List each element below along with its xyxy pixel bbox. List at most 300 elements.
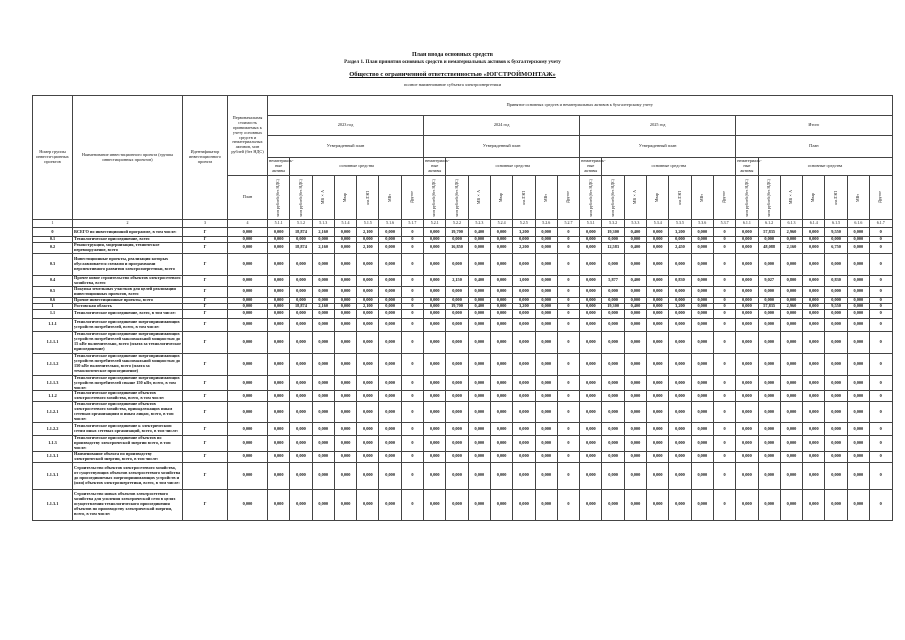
- row-value: 0,000: [268, 228, 290, 237]
- header-sub-intangible: [424, 176, 446, 220]
- row-value: 0,000: [803, 228, 825, 237]
- row-value: 0,000: [468, 489, 490, 520]
- row-value: 0,000: [780, 451, 802, 462]
- row-value: 0,000: [446, 462, 468, 489]
- row-value: 0,000: [379, 423, 401, 436]
- header-project-name: Наименование инвестиционного проекта (группы инвестиционных проектов): [73, 96, 183, 220]
- row-value: 0,000: [446, 237, 468, 243]
- row-value: 0: [870, 318, 892, 331]
- row-code: 1.1.1.2: [33, 353, 73, 375]
- row-value: 0,000: [446, 402, 468, 423]
- header-sub-0: [758, 176, 780, 220]
- header-sub-label: МВт: [542, 193, 548, 202]
- row-value: 0,000: [825, 318, 847, 331]
- row-value: 0: [870, 275, 892, 286]
- header-intangible-assets: нематериаль-ные активы: [268, 158, 290, 176]
- row-code: 0.5: [33, 286, 73, 297]
- row-value: 0,000: [647, 318, 669, 331]
- row-id: Г: [183, 489, 228, 520]
- row-value: 0: [713, 375, 735, 391]
- row-value: 0,000: [228, 402, 268, 423]
- row-value: 0,000: [513, 375, 535, 391]
- row-id: Г: [183, 436, 228, 452]
- row-value: 0: [401, 402, 423, 423]
- row-name: Строительство объектов электросетевого хозяйства, от существующих объектов электросетевого хозяйства до присоединяемых энергопринимающих устройств и (или) объектов электроэнергетики, всего, в том числе:: [73, 462, 183, 489]
- row-value: 0,000: [228, 318, 268, 331]
- row-value: 0,000: [535, 228, 557, 237]
- row-value: 0,000: [228, 451, 268, 462]
- row-value: 0,000: [535, 331, 557, 353]
- table-row: [33, 286, 893, 297]
- row-value: 0,000: [602, 375, 624, 391]
- row-value: 0,000: [446, 309, 468, 318]
- row-value: 0,000: [580, 462, 602, 489]
- row-value: 0,000: [624, 462, 646, 489]
- row-name: Технологическое присоединение объектов электросетевого хозяйства, принадлежащих иным сетевым организациям и иным лицам, всего, в том числе:: [73, 402, 183, 423]
- row-value: 0,000: [847, 237, 869, 243]
- row-value: 0,000: [691, 353, 713, 375]
- row-id: Г: [183, 423, 228, 436]
- row-value: 0,000: [624, 237, 646, 243]
- row-value: 0,000: [691, 402, 713, 423]
- row-value: 0,000: [268, 309, 290, 318]
- row-value: 0: [870, 423, 892, 436]
- header-sub-label: Другое: [565, 191, 571, 204]
- row-value: 0: [713, 402, 735, 423]
- row-value: 0,000: [379, 309, 401, 318]
- row-value: 0: [870, 451, 892, 462]
- row-value: 0: [713, 243, 735, 254]
- row-value: 0,000: [624, 451, 646, 462]
- row-value: 0,000: [736, 309, 758, 318]
- row-value: 0: [713, 423, 735, 436]
- row-value: 0,000: [446, 391, 468, 402]
- row-value: 0,000: [379, 462, 401, 489]
- row-value: 0,000: [468, 318, 490, 331]
- row-value: 0,000: [490, 451, 512, 462]
- row-id: Г: [183, 391, 228, 402]
- row-value: 0,000: [803, 423, 825, 436]
- row-value: 0,000: [446, 318, 468, 331]
- row-value: 0,000: [803, 297, 825, 303]
- row-value: 0,000: [290, 286, 312, 297]
- row-value: 2,160: [312, 228, 334, 237]
- row-code: 1.1.3.1: [33, 489, 73, 520]
- row-value: 0: [401, 353, 423, 375]
- row-code: 1.1.1.3: [33, 375, 73, 391]
- row-value: 3,200: [669, 228, 691, 237]
- row-value: 0,000: [825, 375, 847, 391]
- row-value: 0,000: [580, 451, 602, 462]
- header-sub-2: [647, 176, 669, 220]
- row-value: 0: [557, 243, 579, 254]
- row-value: 0,830: [669, 275, 691, 286]
- row-value: 0,000: [780, 309, 802, 318]
- row-value: 0,000: [736, 391, 758, 402]
- row-value: 0,000: [847, 286, 869, 297]
- header-sub-4: [535, 176, 557, 220]
- row-value: 0,000: [803, 309, 825, 318]
- row-value: 0,000: [736, 462, 758, 489]
- header-approved-plan: Утвержденный план: [268, 136, 424, 158]
- header-sub-3: [669, 176, 691, 220]
- row-value: 0,000: [780, 375, 802, 391]
- row-value: 0,000: [334, 309, 356, 318]
- row-value: 0: [713, 331, 735, 353]
- row-value: 0: [713, 451, 735, 462]
- row-value: 0,000: [490, 309, 512, 318]
- row-value: 0: [557, 275, 579, 286]
- row-value: 0,000: [624, 353, 646, 375]
- header-sub-label: МВ×А: [476, 190, 482, 205]
- row-value: 0,000: [691, 462, 713, 489]
- row-value: 0,000: [490, 237, 512, 243]
- row-code: 0.4: [33, 275, 73, 286]
- row-value: 0,000: [290, 375, 312, 391]
- row-value: 0,000: [424, 303, 446, 309]
- row-value: 0,000: [312, 275, 334, 286]
- row-value: 0,830: [825, 275, 847, 286]
- row-value: 0,000: [357, 402, 379, 423]
- row-value: 0,000: [379, 297, 401, 303]
- row-value: 0,000: [446, 331, 468, 353]
- table-row: [33, 436, 893, 452]
- header-sub-4: [691, 176, 713, 220]
- header-sub-label: млн рублей (без НДС): [453, 178, 459, 217]
- row-value: 0,000: [490, 303, 512, 309]
- row-value: 0,000: [312, 253, 334, 275]
- row-value: 0,000: [669, 253, 691, 275]
- index-cell: 5.3.3: [624, 220, 646, 228]
- row-value: 0,000: [379, 489, 401, 520]
- row-value: 57,835: [758, 228, 780, 237]
- row-value: 0,000: [624, 489, 646, 520]
- index-cell: 5.1.1: [268, 220, 290, 228]
- row-value: 0,000: [602, 436, 624, 452]
- row-name: ВСЕГО по инвестиционной программе, в том числе:: [73, 228, 183, 237]
- row-id: Г: [183, 275, 228, 286]
- row-value: 0: [557, 331, 579, 353]
- row-value: 0,000: [580, 489, 602, 520]
- row-value: 0,000: [468, 286, 490, 297]
- row-value: 0,000: [446, 353, 468, 375]
- row-value: 0,000: [580, 423, 602, 436]
- row-value: 0,000: [535, 253, 557, 275]
- header-sub-label: млн рублей (без НДС): [743, 178, 749, 217]
- row-value: 0,000: [268, 402, 290, 423]
- row-value: 0,000: [379, 237, 401, 243]
- row-value: 0,000: [580, 297, 602, 303]
- row-id: Г: [183, 462, 228, 489]
- table-row: [33, 318, 893, 331]
- row-value: 0,000: [468, 462, 490, 489]
- row-value: 0,000: [758, 462, 780, 489]
- row-value: 0,000: [691, 309, 713, 318]
- row-value: 0,000: [825, 237, 847, 243]
- row-value: 0,000: [535, 237, 557, 243]
- row-value: 0,000: [468, 243, 490, 254]
- header-sub-2: [490, 176, 512, 220]
- row-value: 0,000: [424, 375, 446, 391]
- row-value: 0,800: [780, 275, 802, 286]
- row-value: 0,000: [513, 353, 535, 375]
- row-value: 0,000: [780, 237, 802, 243]
- row-value: 0: [401, 436, 423, 452]
- row-value: 0,000: [736, 423, 758, 436]
- row-value: 0,000: [312, 462, 334, 489]
- row-value: 0,000: [647, 303, 669, 309]
- row-code: 1.1.3.1: [33, 462, 73, 489]
- row-value: 0,000: [736, 375, 758, 391]
- row-value: 0,000: [647, 331, 669, 353]
- doc-subtitle: Раздел 1. План принятия основных средств и нематериальных активов к бухгалтерскому учету: [344, 60, 561, 65]
- row-value: 0,000: [624, 391, 646, 402]
- header-sub-label: Другое: [409, 191, 415, 204]
- row-name: Технологическое присоединение энергопринимающих устройств потребителей максимальной мощностью до 150 кВт включительно, всего (плата за технологическое присоединение): [73, 353, 183, 375]
- header-sub-label: Другое: [877, 191, 883, 204]
- row-value: 0: [401, 423, 423, 436]
- header-sub-5: [870, 176, 892, 220]
- row-value: 0,000: [803, 331, 825, 353]
- row-value: 0,000: [424, 353, 446, 375]
- row-value: 0,000: [535, 375, 557, 391]
- row-name: Технологическое присоединение объектов по производству электрической энергии всего, в том числе:: [73, 436, 183, 452]
- header-sub-label: км ЛЭП: [676, 190, 682, 205]
- row-value: 0,000: [736, 436, 758, 452]
- row-value: 0,000: [669, 318, 691, 331]
- row-value: 0: [870, 303, 892, 309]
- row-value: 0,000: [647, 237, 669, 243]
- row-value: 0,000: [825, 309, 847, 318]
- row-name: Технологическое присоединение, всего, в том числе:: [73, 309, 183, 318]
- row-value: 2,100: [357, 228, 379, 237]
- row-value: 0,000: [228, 489, 268, 520]
- row-value: 0,000: [334, 436, 356, 452]
- row-value: 9,550: [825, 303, 847, 309]
- row-value: 0,000: [803, 275, 825, 286]
- row-value: 0: [713, 436, 735, 452]
- row-value: 0,000: [268, 286, 290, 297]
- row-value: 0,000: [424, 318, 446, 331]
- row-value: 0,000: [334, 331, 356, 353]
- row-value: 0,000: [624, 286, 646, 297]
- row-value: 0,000: [647, 297, 669, 303]
- row-value: 0,000: [334, 297, 356, 303]
- row-value: 0,000: [379, 331, 401, 353]
- row-value: 0,000: [803, 237, 825, 243]
- row-value: 0,000: [357, 391, 379, 402]
- row-value: 0,000: [312, 489, 334, 520]
- row-value: 0,000: [513, 253, 535, 275]
- row-value: 0,000: [228, 286, 268, 297]
- row-value: 0,000: [847, 451, 869, 462]
- row-id: Г: [183, 309, 228, 318]
- row-value: 0,000: [691, 391, 713, 402]
- row-value: 0: [870, 353, 892, 375]
- row-value: 0,000: [228, 436, 268, 452]
- row-value: 0,000: [334, 253, 356, 275]
- row-value: 0: [713, 309, 735, 318]
- row-value: 0,000: [379, 402, 401, 423]
- row-value: 0,000: [290, 353, 312, 375]
- row-value: 0,000: [228, 309, 268, 318]
- row-value: 0,000: [334, 275, 356, 286]
- row-value: 0: [557, 436, 579, 452]
- row-name: Прочие инвестиционные проекты, всего: [73, 297, 183, 303]
- row-name: Технологическое присоединение, всего: [73, 237, 183, 243]
- row-value: 0: [870, 228, 892, 237]
- row-value: 0,000: [780, 489, 802, 520]
- row-value: 0,000: [379, 451, 401, 462]
- row-value: 0,000: [268, 303, 290, 309]
- row-value: 0,000: [580, 436, 602, 452]
- header-sub-label: км ЛЭП: [832, 190, 838, 205]
- row-value: 0,000: [669, 402, 691, 423]
- row-value: 2,450: [669, 243, 691, 254]
- row-value: 0,000: [357, 253, 379, 275]
- row-value: 0,000: [290, 489, 312, 520]
- row-value: 0,000: [847, 489, 869, 520]
- row-value: 0,000: [357, 353, 379, 375]
- row-value: 0,000: [312, 391, 334, 402]
- row-value: 0: [557, 253, 579, 275]
- row-value: 0,000: [803, 253, 825, 275]
- header-sub-1: [780, 176, 802, 220]
- header-year-1: 2024 год: [424, 116, 580, 136]
- row-value: 0,000: [228, 303, 268, 309]
- table-row: [33, 353, 893, 375]
- row-value: 0,000: [847, 423, 869, 436]
- row-id: Г: [183, 297, 228, 303]
- row-value: 0: [870, 391, 892, 402]
- row-value: 0,000: [334, 237, 356, 243]
- header-sub-4: [379, 176, 401, 220]
- row-value: 0,000: [580, 318, 602, 331]
- row-value: 0,000: [691, 297, 713, 303]
- row-value: 0,000: [624, 436, 646, 452]
- row-value: 0,000: [847, 243, 869, 254]
- row-value: 18,874: [290, 243, 312, 254]
- row-value: 0: [401, 286, 423, 297]
- row-value: 2,150: [446, 275, 468, 286]
- row-value: 0,000: [312, 297, 334, 303]
- header-sub-5: [401, 176, 423, 220]
- row-value: 0,000: [669, 353, 691, 375]
- header-initial-cost: Первоначальная стоимость принимаемых к учету основных средств и нематериальных активов, млн рублей (без НДС): [228, 96, 268, 176]
- header-sub-2: [803, 176, 825, 220]
- row-value: 0,000: [602, 286, 624, 297]
- row-value: 0,000: [691, 331, 713, 353]
- row-value: 0,000: [624, 402, 646, 423]
- row-value: 0,000: [379, 436, 401, 452]
- row-name: Технологическое присоединение к электрическим сетям иных сетевых организаций, всего, в том числе:: [73, 423, 183, 436]
- header-sub-1: [624, 176, 646, 220]
- row-value: 0,000: [825, 436, 847, 452]
- table-row: [33, 253, 893, 275]
- row-value: 0,000: [357, 237, 379, 243]
- row-value: 0,000: [357, 286, 379, 297]
- header-sub-label: км ЛЭП: [520, 190, 526, 205]
- row-value: 0,000: [268, 237, 290, 243]
- row-code: 1.1.3.1: [33, 451, 73, 462]
- row-value: 0: [401, 309, 423, 318]
- row-value: 0,000: [228, 237, 268, 243]
- row-value: 0,000: [758, 353, 780, 375]
- row-id: Г: [183, 228, 228, 237]
- row-value: 0,000: [379, 353, 401, 375]
- row-value: 0,000: [357, 331, 379, 353]
- row-value: 0,000: [825, 297, 847, 303]
- row-value: 0,000: [357, 297, 379, 303]
- header-sub-2: [334, 176, 356, 220]
- header-sub-label: МВт: [698, 193, 704, 202]
- row-value: 0,000: [379, 375, 401, 391]
- row-value: 0,000: [535, 391, 557, 402]
- row-value: 0,000: [803, 402, 825, 423]
- row-value: 0,000: [513, 237, 535, 243]
- row-value: 0,000: [357, 436, 379, 452]
- row-value: 0,000: [736, 303, 758, 309]
- row-value: 0,000: [290, 297, 312, 303]
- row-value: 0,000: [669, 489, 691, 520]
- index-cell: 6.1.2: [758, 220, 780, 228]
- row-value: 0,000: [691, 436, 713, 452]
- row-value: 0,000: [312, 353, 334, 375]
- row-value: 0,000: [602, 318, 624, 331]
- row-value: 0,000: [513, 297, 535, 303]
- row-value: 0,000: [624, 318, 646, 331]
- row-value: 0,000: [535, 353, 557, 375]
- row-value: 0: [713, 253, 735, 275]
- row-value: 0,000: [736, 243, 758, 254]
- row-value: 0: [870, 309, 892, 318]
- row-value: 0: [713, 318, 735, 331]
- row-value: 0,000: [580, 228, 602, 237]
- header-sub-label: млн рублей (без НДС): [275, 178, 281, 217]
- row-value: 0,000: [334, 391, 356, 402]
- header-sub-label: Мвар: [342, 192, 348, 203]
- row-value: 0,000: [535, 297, 557, 303]
- row-value: 0,000: [847, 303, 869, 309]
- row-value: 0,000: [736, 451, 758, 462]
- header-sub-1: [468, 176, 490, 220]
- row-value: 0: [713, 462, 735, 489]
- row-value: 0: [557, 391, 579, 402]
- row-value: 0,000: [513, 423, 535, 436]
- row-code: 0.1: [33, 237, 73, 243]
- header-sub-0: [602, 176, 624, 220]
- row-value: 0,000: [580, 243, 602, 254]
- row-value: 0,000: [825, 286, 847, 297]
- row-value: 0,000: [446, 423, 468, 436]
- row-value: 0,000: [357, 451, 379, 462]
- index-cell: 5.3.5: [669, 220, 691, 228]
- row-value: 2,960: [780, 228, 802, 237]
- row-value: 0,000: [847, 462, 869, 489]
- row-value: 0,000: [290, 309, 312, 318]
- row-value: 2,100: [357, 303, 379, 309]
- row-value: 0,000: [669, 462, 691, 489]
- header-group-no: Номер группы инвести-ционных проектов: [33, 96, 73, 220]
- row-value: 0,000: [602, 309, 624, 318]
- row-value: 0,000: [847, 375, 869, 391]
- index-cell: 6.1.3: [780, 220, 802, 228]
- row-value: 0,000: [446, 297, 468, 303]
- row-value: 0,000: [647, 228, 669, 237]
- row-value: 0,000: [268, 318, 290, 331]
- index-cell: 5.3.6: [691, 220, 713, 228]
- row-value: 0,000: [803, 286, 825, 297]
